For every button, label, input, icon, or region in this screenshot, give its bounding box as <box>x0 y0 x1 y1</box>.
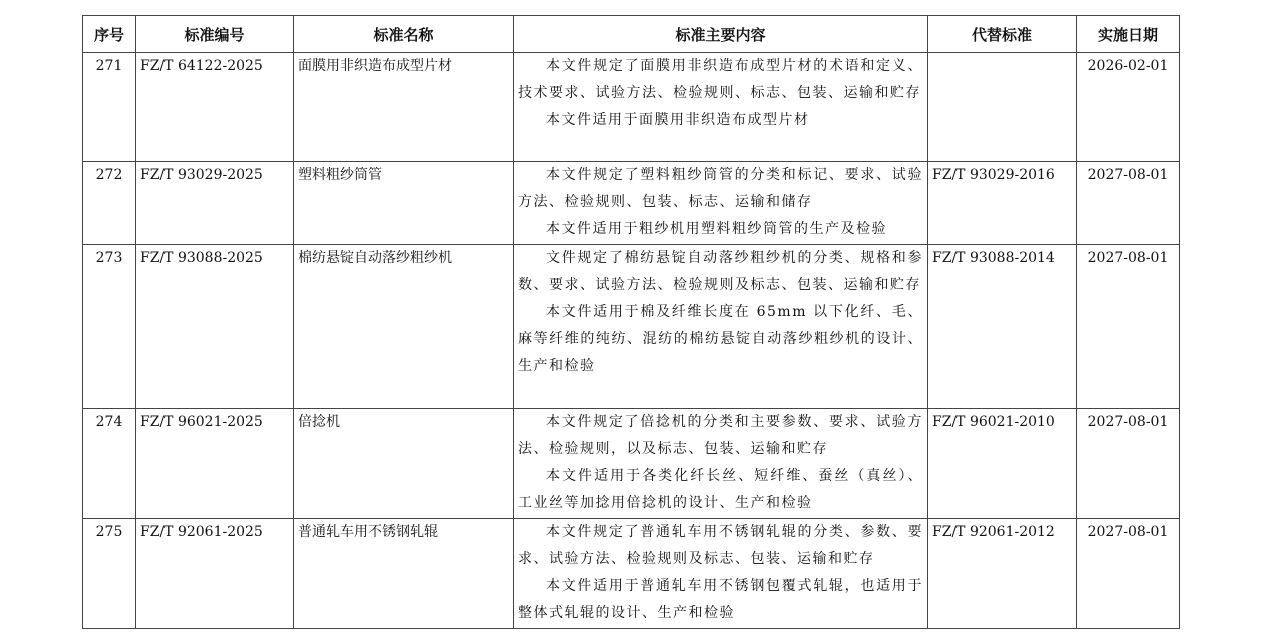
table-row <box>83 162 1180 245</box>
header-name: 标准名称 <box>294 16 514 53</box>
row-code: FZ/T 96021-2025 <box>136 409 294 519</box>
header-replaces: 代替标准 <box>928 16 1077 53</box>
header-content: 标准主要内容 <box>514 16 928 53</box>
row-num: 274 <box>83 409 136 519</box>
row-code: FZ/T 93088-2025 <box>136 245 294 409</box>
row-date: 2027-08-01 <box>1077 409 1180 519</box>
table-row <box>83 409 1180 519</box>
row-content <box>514 162 928 245</box>
row-num: 272 <box>83 162 136 245</box>
standards-table <box>82 15 1180 629</box>
row-num: 271 <box>83 53 136 162</box>
row-content <box>514 409 928 519</box>
row-content <box>514 519 928 629</box>
row-date: 2027-08-01 <box>1077 245 1180 409</box>
header-row <box>83 16 1180 53</box>
row-date: 2027-08-01 <box>1077 162 1180 245</box>
row-content <box>514 53 928 162</box>
row-code: FZ/T 92061-2025 <box>136 519 294 629</box>
header-code: 标准编号 <box>136 16 294 53</box>
row-name: 棉纺悬锭自动落纱粗纱机 <box>294 245 514 409</box>
row-code: FZ/T 64122-2025 <box>136 53 294 162</box>
row-content-scope: 本文件规定了普通轧车用不锈钢轧辊的分类、参数、要求、试验方法、检验规则及标志、包装、运输和贮存 <box>518 524 923 567</box>
row-name: 面膜用非织造布成型片材 <box>294 53 514 162</box>
row-content-scope: 本文件规定了倍捻机的分类和主要参数、要求、试验方法、检验规则，以及标志、包装、运输和贮存 <box>518 414 923 457</box>
row-code: FZ/T 93029-2025 <box>136 162 294 245</box>
row-name: 普通轧车用不锈钢轧辊 <box>294 519 514 629</box>
row-content-scope: 本文件规定了塑料粗纱筒管的分类和标记、要求、试验方法、检验规则、包装、标志、运输和储存 <box>518 167 923 210</box>
row-content-scope: 本文件规定了面膜用非织造布成型片材的术语和定义、技术要求、试验方法、检验规则、标志、包装、运输和贮存 <box>518 58 923 101</box>
row-name: 塑料粗纱筒管 <box>294 162 514 245</box>
row-date: 2027-08-01 <box>1077 519 1180 629</box>
header-date: 实施日期 <box>1077 16 1180 53</box>
row-num: 275 <box>83 519 136 629</box>
row-date: 2026-02-01 <box>1077 53 1180 162</box>
row-replaces: FZ/T 96021-2010 <box>928 409 1077 519</box>
row-replaces: FZ/T 93088-2014 <box>928 245 1077 409</box>
row-replaces <box>928 53 1077 162</box>
row-replaces: FZ/T 92061-2012 <box>928 519 1077 629</box>
row-content-applicability: 本文件适用于普通轧车用不锈钢包覆式轧辊，也适用于整体式轧辊的设计、生产和检验 <box>518 578 923 621</box>
row-content-scope: 文件规定了棉纺悬锭自动落纱粗纱机的分类、规格和参数、要求、试验方法、检验规则及标志、包装、运输和贮存 <box>518 250 923 293</box>
row-replaces: FZ/T 93029-2016 <box>928 162 1077 245</box>
row-num: 273 <box>83 245 136 409</box>
row-content-applicability: 本文件适用于棉及纤维长度在 65mm 以下化纤、毛、麻等纤维的纯纺、混纺的棉纺悬锭自动落纱粗纱机的设计、生产和检验 <box>518 304 923 374</box>
table-row <box>83 53 1180 162</box>
row-content <box>514 245 928 409</box>
row-content-applicability: 本文件适用于各类化纤长丝、短纤维、蚕丝（真丝）、工业丝等加捻用倍捻机的设计、生产和检验 <box>518 468 923 511</box>
table-row <box>83 519 1180 629</box>
row-content-applicability: 本文件适用于面膜用非织造布成型片材 <box>546 112 810 128</box>
table-row <box>83 245 1180 409</box>
row-content-applicability: 本文件适用于粗纱机用塑料粗纱筒管的生产及检验 <box>546 221 887 237</box>
header-num: 序号 <box>83 16 136 53</box>
row-name: 倍捻机 <box>294 409 514 519</box>
